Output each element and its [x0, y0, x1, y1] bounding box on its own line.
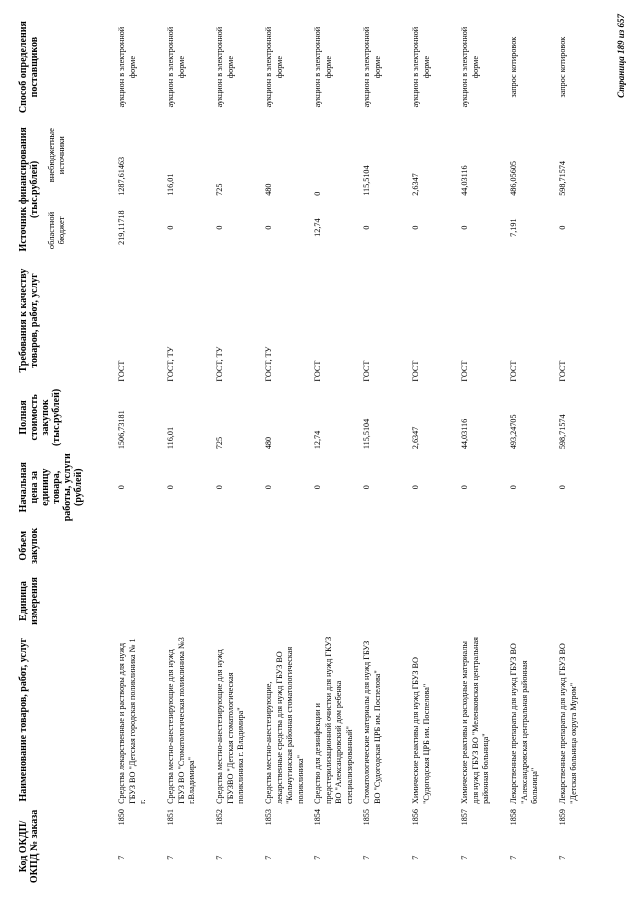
row-name: Средства местно-анестезирующие для нужд ГБУЗ ВО "Стоматологическая поликлиника №3 г.Владимира" [166, 637, 196, 804]
row-price: 0 [215, 485, 224, 490]
row-number: 1857 [460, 809, 469, 826]
row-name: Химические реактивы и расходные материалы для нужд ГБУЗ ВО "Меленковская центральная районная больница" [460, 637, 490, 804]
row-total: 1506,73181 [117, 410, 126, 450]
row-financing-extra: 725 [215, 183, 224, 196]
row-code: 7 [264, 855, 273, 860]
row-financing-regional: 0 [362, 225, 371, 230]
row-volume [212, 523, 261, 568]
row-volume [408, 523, 457, 568]
procurement-table [18, 13, 604, 887]
row-financing-regional: 0 [558, 225, 567, 230]
row-method: аукцион в электронной форме [215, 26, 235, 108]
header-volume: Объем закупок [18, 527, 40, 564]
row-code: 7 [558, 855, 567, 860]
table-row [506, 13, 555, 887]
row-financing-extra: 1287,61463 [117, 156, 126, 196]
row-name: Средство для дезинфекции и предстерилизационной очистки для нужд ГКУЗ ВО "Александровский дом ребенка специализированный" [313, 636, 354, 804]
row-code: 7 [460, 855, 469, 860]
table-row [261, 13, 310, 887]
row-requirements: ГОСТ [313, 360, 322, 382]
row-requirements: ГОСТ, ТУ [264, 346, 273, 382]
row-total: 2,6347 [411, 426, 420, 450]
row-financing-regional: 0 [166, 225, 175, 230]
row-financing-extra: 0 [313, 191, 322, 196]
row-volume [163, 523, 212, 568]
header-financing-extra: внебюджетные источники [46, 128, 66, 183]
row-requirements: ГОСТ [460, 360, 469, 382]
row-total: 44,03116 [460, 418, 469, 450]
row-number: 1856 [411, 809, 420, 826]
row-name: Химические реактивы для нужд ГБУЗ ВО "Судогодская ЦРБ им. Поспелова" [411, 657, 431, 804]
table-row [408, 13, 457, 887]
row-price: 0 [264, 485, 273, 490]
row-volume [310, 523, 359, 568]
row-code: 7 [166, 855, 175, 860]
row-method: аукцион в электронной форме [362, 26, 382, 108]
row-financing-regional: 7,191 [509, 218, 518, 237]
row-number: 1859 [558, 809, 567, 826]
row-unit [506, 568, 555, 633]
row-financing-extra: 2,6347 [411, 173, 420, 196]
row-name: Лекарственные препараты для нужд ГБУЗ ВО "Александровская центральная районная больница" [509, 643, 539, 804]
row-price: 0 [362, 485, 371, 490]
table-row [212, 13, 261, 887]
row-financing-regional: 0 [460, 225, 469, 230]
row-number: 1853 [264, 809, 273, 826]
row-method: запрос котировок [558, 36, 567, 98]
row-price: 0 [411, 485, 420, 490]
row-total: 493,24705 [509, 414, 518, 450]
row-price: 0 [166, 485, 175, 490]
row-number: 1858 [509, 809, 518, 826]
row-number: 1850 [117, 809, 126, 826]
row-method: запрос котировок [509, 36, 518, 98]
row-unit [408, 568, 457, 633]
row-unit [261, 568, 310, 633]
row-unit [359, 568, 408, 633]
row-total: 12,74 [313, 430, 322, 450]
row-method: аукцион в электронной форме [313, 26, 333, 108]
header-financing [18, 121, 114, 257]
row-total: 480 [264, 436, 273, 450]
row-requirements: ГОСТ [558, 360, 567, 382]
row-financing-regional: 0 [215, 225, 224, 230]
row-price: 0 [313, 485, 322, 490]
row-unit [114, 568, 163, 633]
row-method: аукцион в электронной форме [264, 26, 284, 108]
header-financing-regional: областной бюджет [46, 211, 66, 250]
header-requirements: Требования к качеству товаров, работ, услуг [18, 268, 40, 373]
table-row [310, 13, 359, 887]
row-number: 1855 [362, 809, 371, 826]
table-row [457, 13, 506, 887]
row-name: Лекарственные препараты для нужд ГБУЗ ВО "Детская больница округа Муром" [558, 643, 578, 804]
row-financing-regional: 0 [264, 225, 273, 230]
row-financing-extra: 44,03116 [460, 165, 469, 196]
row-code: 7 [117, 855, 126, 860]
row-total: 598,71574 [558, 414, 567, 450]
row-volume [359, 523, 408, 568]
row-financing-regional: 12,74 [313, 218, 322, 237]
row-volume [506, 523, 555, 568]
table-row [555, 13, 604, 887]
row-total: 115,5104 [362, 418, 371, 450]
row-financing-extra: 116,01 [166, 173, 175, 196]
row-financing-extra: 115,5104 [362, 165, 371, 196]
row-code: 7 [509, 855, 518, 860]
row-price: 0 [558, 485, 567, 490]
row-method: аукцион в электронной форме [166, 26, 186, 108]
row-requirements: ГОСТ [362, 360, 371, 382]
row-number: 1852 [215, 809, 224, 826]
row-name: Стоматологические материалы для нужд ГБУЗ ВО "Судогодская ЦРБ им. Поспелова" [362, 640, 382, 804]
header-financing-title: Источник финансирования (тыс.рублей) [18, 127, 40, 252]
row-financing-extra: 598,71574 [558, 160, 567, 196]
row-name: Средства местно-анестезирующие для нужд ГБУЗВО "Детская стоматологическая поликлиника г. Владимира" [215, 649, 245, 804]
header-total: Полная стоимость закупок (тыс.рублей) [18, 388, 62, 446]
row-unit [310, 568, 359, 633]
header-method: Способ определения поставщиков [18, 21, 40, 114]
row-total: 725 [215, 436, 224, 450]
row-financing-extra: 480 [264, 183, 273, 196]
row-number: 1851 [166, 809, 175, 826]
header-code: Код ОКДП/ ОКПД № заказа [18, 809, 40, 884]
row-requirements: ГОСТ, ТУ [215, 346, 224, 382]
row-volume [114, 523, 163, 568]
row-code: 7 [362, 855, 371, 860]
header-name: Наименование товаров, работ, услуг [18, 637, 29, 802]
row-number: 1854 [313, 809, 322, 826]
row-unit [163, 568, 212, 633]
row-method: аукцион в электронной форме [460, 26, 480, 108]
row-method: аукцион в электронной форме [411, 26, 431, 108]
row-unit [555, 568, 604, 633]
table-row [114, 13, 163, 887]
row-unit [457, 568, 506, 633]
row-requirements: ГОСТ [117, 360, 126, 382]
row-code: 7 [313, 855, 322, 860]
row-financing-regional: 219,11718 [117, 210, 126, 245]
row-price: 0 [117, 485, 126, 490]
row-unit [212, 568, 261, 633]
row-requirements: ГОСТ, ТУ [166, 346, 175, 382]
row-volume [457, 523, 506, 568]
row-method: аукцион в электронной форме [117, 26, 137, 108]
row-requirements: ГОСТ [411, 360, 420, 382]
row-total: 116,01 [166, 426, 175, 450]
row-volume [555, 523, 604, 568]
row-price: 0 [460, 485, 469, 490]
row-financing-regional: 0 [411, 225, 420, 230]
row-name: Средства местно-анестезирующие, лекарственные средства для нужд ГБУЗ ВО "Кольчугинская районная стоматологическая поликлиника" [264, 646, 305, 804]
row-volume [261, 523, 310, 568]
header-price: Начальная цена за единицу товара, работы, услуги (рублей) [18, 453, 84, 522]
row-code: 7 [411, 855, 420, 860]
row-requirements: ГОСТ [509, 360, 518, 382]
row-code: 7 [215, 855, 224, 860]
page-counter: Страница 189 из 657 [616, 14, 626, 98]
table-row [163, 13, 212, 887]
row-name: Средства лекарственные и растворы для нужд ГБУЗ ВО "Детская городская поликлиника № 1 г. [117, 638, 147, 804]
table-row [359, 13, 408, 887]
header-unit: Единица измерения [18, 577, 40, 625]
row-financing-extra: 486,05605 [509, 160, 518, 196]
row-price: 0 [509, 485, 518, 490]
